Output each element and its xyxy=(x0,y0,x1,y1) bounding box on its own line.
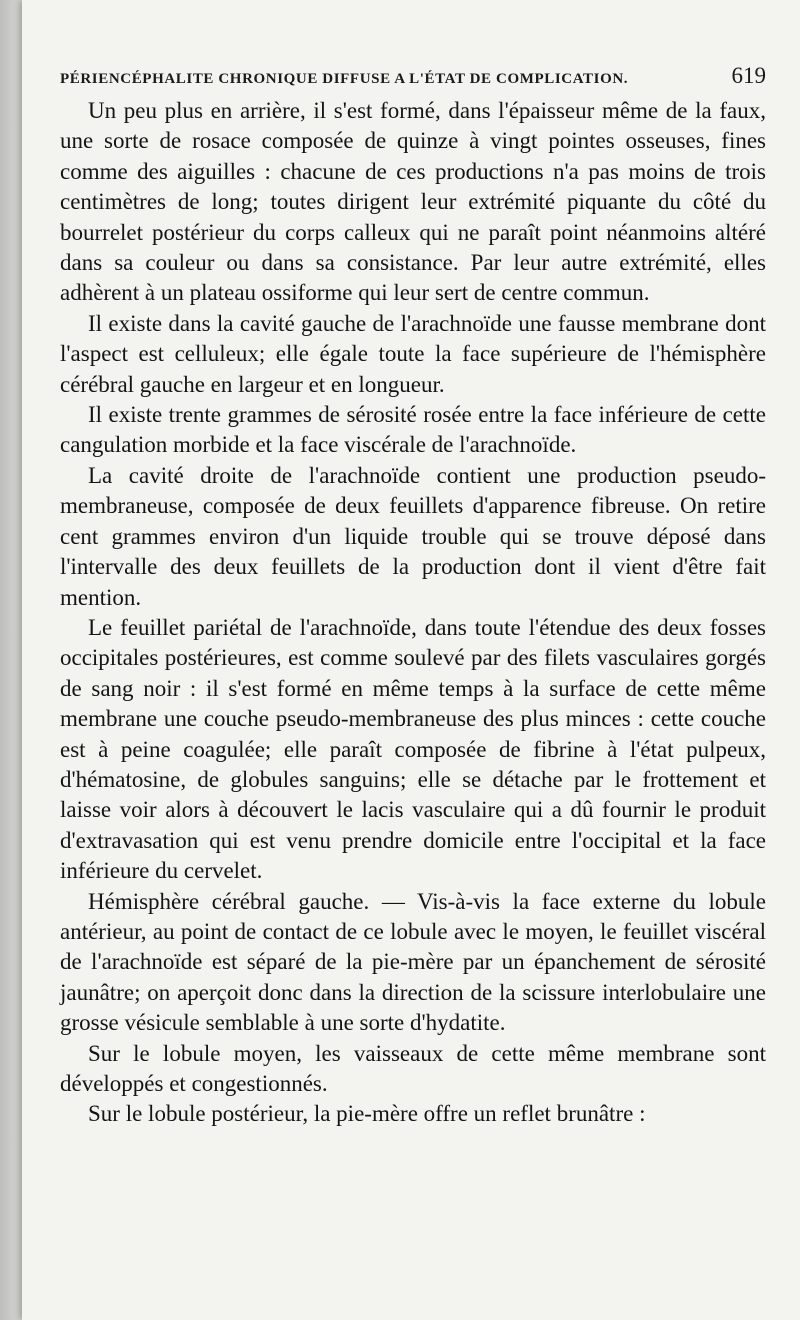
paragraph: Il existe trente grammes de sérosité rosée entre la face inférieure de cette cangulation morbide et la face viscérale de l'arachnoïde. xyxy=(60,402,766,458)
paragraph: Il existe dans la cavité gauche de l'arachnoïde une fausse membrane dont l'aspect est celluleux; elle égale toute la face supérieure de l'hémisphère cérébral gauche en largeur et en longueur. xyxy=(60,310,766,397)
body-text xyxy=(60,96,766,1130)
paragraph: Sur le lobule moyen, les vaisseaux de cette même membrane sont développés et congestionnés. xyxy=(60,1040,766,1096)
page-edge-shadow xyxy=(0,0,22,1320)
paragraph: Sur le lobule postérieur, la pie-mère offre un reflet brunâtre : xyxy=(88,1101,646,1127)
paragraph: Hémisphère cérébral gauche. — Vis-à-vis la face externe du lobule antérieur, au point de contact de ce lobule avec le moyen, le feuillet viscéral de l'arachnoïde est séparé de la pie-mère par un épanchement de sérosité jaunâtre; on aperçoit donc dans la direction de la scissure interlobulaire une grosse vésicule semblable à une sorte d'hydatite. xyxy=(60,888,766,1036)
page-number: 619 xyxy=(731,63,766,88)
paragraph: La cavité droite de l'arachnoïde contient une production pseudo-membraneuse, composée de deux feuillets d'apparence fibreuse. On retire cent grammes environ d'un liquide trouble qui se trouve déposé dans l'intervalle des deux feuillets de la production dont il vient d'être fait mention. xyxy=(60,462,766,610)
paragraph: Un peu plus en arrière, il s'est formé, dans l'épaisseur même de la faux, une sorte de rosace composée de quinze à vingt pointes osseuses, fines comme des aiguilles : chacune de ces productions n'a pas moins de trois centimètres de long; toutes dirigent leur extrémité piquante du côté du bourrelet postérieur du corps calleux qui ne paraît point néanmoins altéré dans sa couleur ou dans sa consistance. Par leur autre extrémité, elles adhèrent à un plateau ossiforme qui leur sert de centre commun. xyxy=(60,98,766,306)
running-title: PÉRIENCÉPHALITE CHRONIQUE DIFFUSE A L'ÉTAT DE COMPLICATION. xyxy=(60,71,629,87)
running-header xyxy=(60,63,766,89)
paragraph: Le feuillet pariétal de l'arachnoïde, dans toute l'étendue des deux fosses occipitales postérieures, est comme soulevé par des filets vasculaires gorgés de sang noir : il s'est formé en même temps à la surface de cette même membrane une couche pseudo-membraneuse des plus minces : cette couche est à peine coagulée; elle paraît composée de fibrine à l'état pulpeux, d'hématosine, de globules sanguins; elle se détache par le frottement et laisse voir alors à découvert le lacis vasculaire qui a dû fournir le produit d'extravasation qui est venu prendre domicile entre l'occipital et la face inférieure du cervelet. xyxy=(60,614,766,884)
